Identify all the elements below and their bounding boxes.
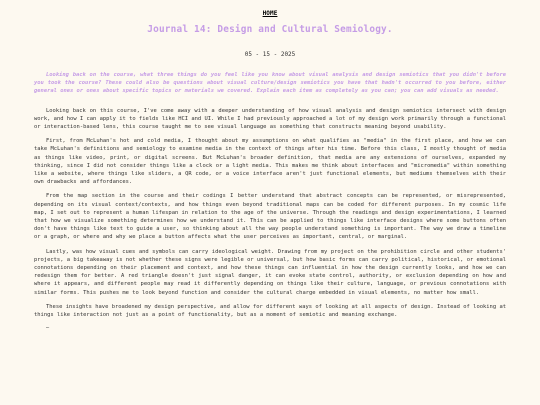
paragraph-symbols: Lastly, was how visual cues and symbols can carry ideological weight. Drawing from my project on the prohibition circle and other students' projects, a big takeaway is not whether these signs were legible or universal, but how basic forms can carry political, historical, or emotional connotations depending on their placement and context, and how these things can influential in how the design currently looks, and how we can redesign them for better. A red triangle doesn't just signal danger, it can evoke state control, authority, or exclusion depending on how and where it appears, and different people may read it differently depending on things like their culture, language, or previous connotations with similar forms. This pushes me to look beyond function and consider the cultural charge embedded in visual elements, no matter how small.	[34, 248, 506, 296]
paragraph-conclusion: These insights have broadened my design perspective, and allow for different ways of looking at all aspects of design. Instead of looking at things like interaction not just as a point of functionality, but as a moment of semiotic and meaning exchange.	[34, 303, 506, 319]
entry-date: 05 - 15 - 2025	[244, 51, 296, 58]
home-link[interactable]: HOME	[262, 10, 278, 17]
trailing-ellipsis: …	[46, 324, 50, 331]
paragraph-intro: Looking back on this course, I've come away with a deeper understanding of how visual analysis and design semiotics intersect with design work, and how I can apply it to fields like HCI and UI. While I had previously approached a lot of my design work primarily through a functional or interaction-based lens, this course taught me to see visual language as something that constructs meaning beyond usability.	[34, 107, 506, 131]
page-title: Journal 14: Design and Cultural Semiology.	[147, 24, 393, 35]
paragraph-media: First, from McLuhan's hot and cold media, I thought about my assumptions on what qualifies as "media" in the first place, and how we can take McLuhan's definitions and semiology to examine media in the context of things after his time. Before this class, I mostly thought of media as things like video, print, or digital screens. But McLuhan's broader definition, that media are any extensions of ourselves, expanded my thinking, since I did not consider things like a clock or a light media. This makes me think about interfaces and "micromedia" within something like a website, where things like sliders, a QR code, or a voice interface aren't just functional elements, but mediums themselves with their own drawbacks and affordances.	[34, 138, 506, 186]
journal-prompt: Looking back on the course, what three things do you feel like you know about visual analysis and design semiotics that you didn't before you took the course? These could also be questions about visual culture/design semiotics you have that hadn't occurred to you before, either general ones or ones about specific topics or materials we covered. Explain each item as completely as you can; you can add visuals as needed.	[34, 72, 506, 95]
paragraph-maps: From the map section in the course and their codings I better understand that abstract concepts can be represented, or misrepresented, depending on its visual context/contexts, and how things even beyond traditional maps can be coded for different purposes. In my cosmic life map, I set out to represent a human lifespan in relation to the age of the universe. Through the readings and design experimentations, I learned that how we visualize something determines how we understand it. This can be applied to things like interface designs where some buttons often don't have things like text to guide a user, so thinking about all the way people understand something is important. The way we draw a timeline or a graph, or where and why we place a button affects what the user perceives as important, central, or marginal.	[34, 193, 506, 241]
